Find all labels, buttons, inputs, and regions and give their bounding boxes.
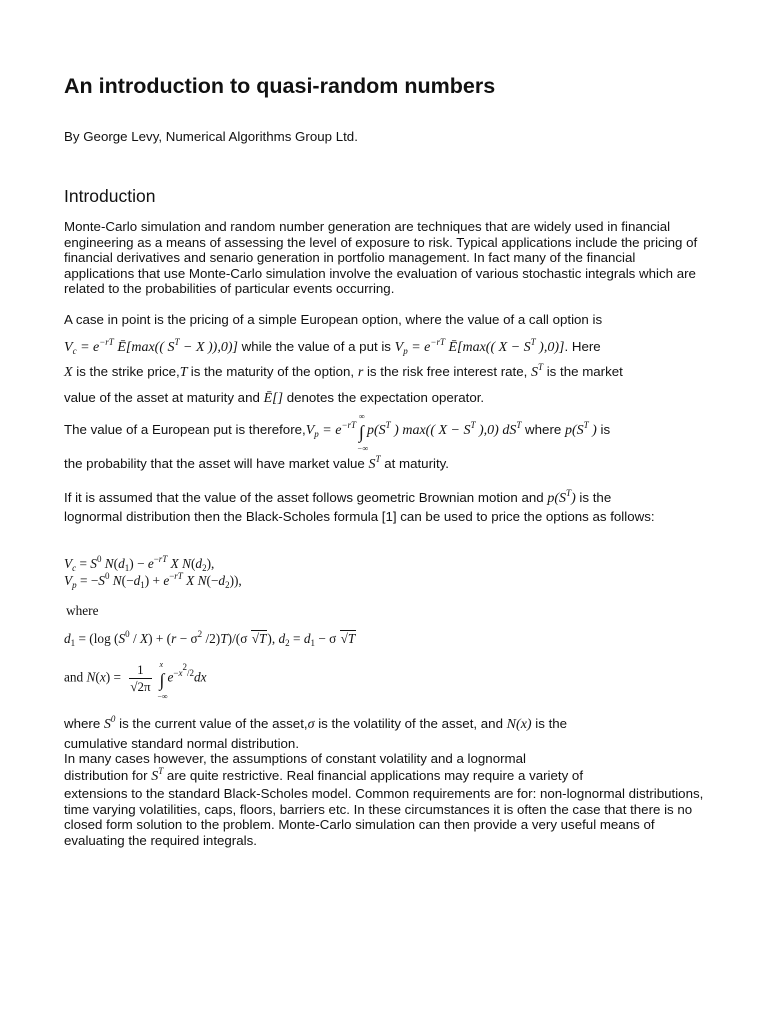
call-value-formula: $V_c = e^{-rT}$ Ē[max(( $S^T - X$ )),0)] (64, 337, 238, 356)
initial-asset-symbol: $S^0$ (103, 714, 116, 732)
paragraph-case-line1: A case in point is the pricing of a simple European option, where the value of a call option is (64, 312, 603, 327)
strike-symbol: X (64, 365, 73, 380)
normal-cdf-symbol: N(x) (506, 717, 532, 732)
asset-maturity-symbol-3: $S^T$ (151, 766, 164, 784)
density-symbol: $p(S^T$ ) (564, 420, 597, 438)
d1-d2-equation: $d_1 = (\log$ $(S^0 / X) + (r - \sigma^2$ /2)T)/(σ √T), $d_2 = d_1 - \sigma$ √T (64, 629, 356, 648)
expectation-symbol: Ē[] (263, 391, 284, 406)
document-title: An introduction to quasi-random numbers (64, 74, 496, 98)
asset-maturity-symbol: $S^T$ (531, 362, 544, 380)
where-label: where (66, 603, 99, 618)
black-scholes-put-equation: $V_p = -S^0$ $N(-d_1) + e^{-rT}$ X $N(-d_2)$), (64, 571, 242, 590)
paragraph-vars-line1: where $S^0$ is the current value of the asset,σ is the volatility of the asset, and N(x) is the (64, 714, 568, 732)
paragraph-case-line2: $V_c = e^{-rT}$ Ē[max(( $S^T - X$ )),0)] while the value of a put is $V_p = e^{-rT}$ Ē[max(( $X - S^T$ ),0)]. Here (64, 337, 601, 356)
asset-maturity-symbol-2: $S^T$ (368, 454, 381, 472)
normal-cdf-equation: and N(x) = $\frac{1}{√2\pi}$ ∫ x −∞ $e^{-x^2/2}dx$ (64, 659, 207, 701)
put-value-formula: $V_p = e^{-rT}$ Ē[max(( $X - S^T$ ),0)] (394, 337, 565, 356)
rate-symbol: r (357, 365, 364, 380)
paragraph-put-line2: the probability that the asset will have market value $S^T$ at maturity. (64, 454, 450, 472)
sigma-symbol: σ (307, 717, 315, 732)
paragraph-ext-rest: extensions to the standard Black-Scholes model. Common requirements are for: non-lognormal distributions, time varying volatilities, caps, floors, barriers etc. In these circumstances it is often the case that there is no closed form solution to the problem. Monte-Carlo simulation can then provide a very useful means of evaluating the required integrals. (64, 786, 704, 848)
paragraph-ext-line2: distribution for $S^T$ are quite restrictive. Real financial applications may require a variety of (64, 766, 584, 784)
maturity-symbol: T (179, 365, 191, 380)
author-byline: By George Levy, Numerical Algorithms Group Ltd. (64, 129, 358, 144)
paragraph-intro: Monte-Carlo simulation and random number generation are techniques that are widely used in financial engineering as a means of assessing the level of exposure to risk. Typical applications include the pricing of financial derivatives and senario generation in portfolio management. In fact many of the financial applications that use Monte-Carlo simulation involve the evaluation of various stochastic integrals which are related to the probabilities of particular events occurring. (64, 219, 698, 296)
put-integral-formula: $V_p = e^{-rT}$ ∫ ∞ −∞ $p(S^T$ ) max(( $X - S^T$ ),0) $dS^T$ (305, 412, 522, 453)
paragraph-ext-line1: In many cases however, the assumptions of constant volatility and a lognormal (64, 751, 526, 766)
paragraph-put-line1: The value of a European put is $therefore,V_p = e^{-rT}$ ∫ ∞ −∞ $p(S^T$ ) max(( $X - S^T$ ),0) $dS^T$ where $p(S^T$ ) is (64, 412, 611, 453)
paragraph-bs-rest: lognormal distribution then the Black-Scholes formula [1] can be used to price the options as follows: (64, 509, 655, 524)
section-heading: Introduction (64, 186, 156, 206)
paragraph-vars-line2: cumulative standard normal distribution. (64, 736, 300, 751)
paragraph-bs-line1: If it is assumed that the value of the asset follows geometric Brownian motion and $p(S^T)$ is the (64, 488, 612, 506)
black-scholes-call-equation: $V_c = S^0$ $N(d_1) - e^{-rT}$ X $N(d_2)$, (64, 554, 215, 573)
paragraph-case-line3: X is the strike price,T is the maturity of the option, r is the risk free interest rate, $S^T$ is the market (64, 362, 623, 380)
paragraph-case-line4: value of the asset at maturity and Ē[] denotes the expectation operator. (64, 390, 485, 406)
density-symbol-2: $p(S^T)$ (547, 488, 576, 506)
